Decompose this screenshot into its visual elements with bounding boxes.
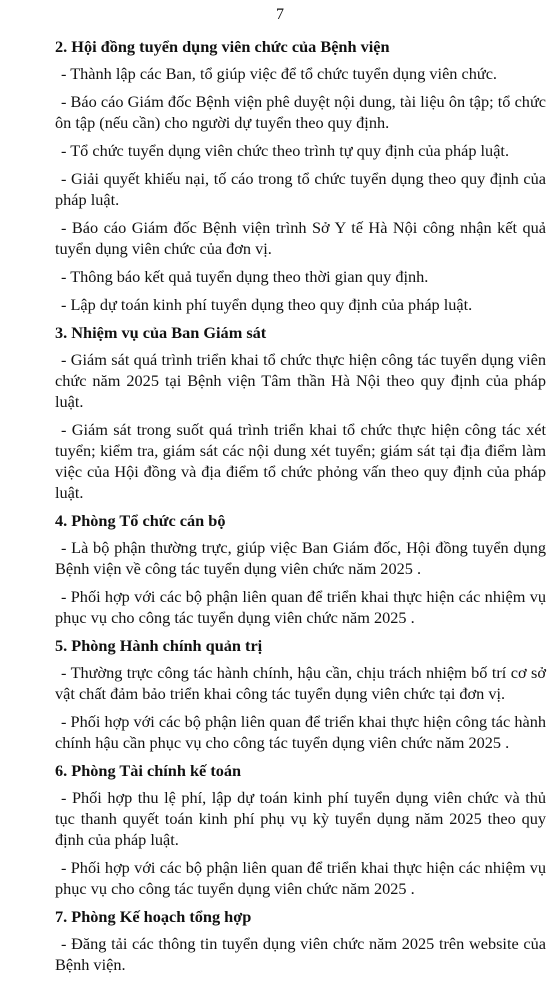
section-7 [55, 906, 546, 975]
section-3 [55, 322, 546, 503]
section-item: - Giải quyết khiếu nại, tố cáo trong tổ chức tuyển dụng theo quy định của pháp luật. [55, 169, 546, 209]
document-body [55, 36, 546, 982]
section-item: - Là bộ phận thường trực, giúp việc Ban Giám đốc, Hội đồng tuyển dụng Bệnh viện về công tác tuyển dụng viên chức năm 2025 . [55, 538, 546, 578]
section-2 [55, 36, 546, 315]
section-item: - Thường trực công tác hành chính, hậu cần, chịu trách nhiệm bố trí cơ sở vật chất đảm bảo triển khai công tác tuyển dụng viên chức tại đơn vị. [55, 663, 546, 703]
section-item: - Thành lập các Ban, tổ giúp việc để tổ chức tuyển dụng viên chức. [61, 64, 498, 83]
section-heading: 7. Phòng Kế hoạch tổng hợp [55, 907, 252, 926]
section-5 [55, 635, 546, 753]
section-item: - Giám sát trong suốt quá trình triển khai tổ chức thực hiện công tác xét tuyển; kiểm tra, giám sát các nội dung xét tuyển; giám sát tại địa điểm làm việc của Hội đồng và địa điểm tổ chức phỏng vấn theo quy định của pháp luật. [55, 420, 546, 502]
section-item: - Thông báo kết quả tuyển dụng theo thời gian quy định. [61, 267, 429, 286]
page-number: 7 [276, 6, 284, 23]
section-item: - Lập dự toán kinh phí tuyển dụng theo quy định của pháp luật. [61, 295, 473, 314]
section-heading: 6. Phòng Tài chính kế toán [55, 761, 242, 780]
section-heading: 2. Hội đồng tuyển dụng viên chức của Bệnh viện [55, 37, 390, 56]
section-heading: 5. Phòng Hành chính quản trị [55, 636, 263, 655]
section-item: - Báo cáo Giám đốc Bệnh viện trình Sở Y tế Hà Nội công nhận kết quả tuyển dụng viên chức của đơn vị. [55, 218, 546, 258]
section-heading: 3. Nhiệm vụ của Ban Giám sát [55, 323, 267, 342]
section-item: - Báo cáo Giám đốc Bệnh viện phê duyệt nội dung, tài liệu ôn tập; tổ chức ôn tập (nếu cần) cho người dự tuyển theo quy định. [55, 92, 546, 132]
section-item: - Phối hợp với các bộ phận liên quan để triển khai thực hiện công tác hành chính hậu cần phục vụ cho công tác tuyển dụng viên chức năm 2025 . [55, 712, 546, 752]
section-item: - Đăng tải các thông tin tuyển dụng viên chức năm 2025 trên website của Bệnh viện. [55, 934, 546, 974]
section-item: - Phối hợp với các bộ phận liên quan để triển khai thực hiện các nhiệm vụ phục vụ cho công tác tuyển dụng viên chức năm 2025 . [55, 858, 546, 898]
section-4 [55, 510, 546, 628]
section-item: - Tổ chức tuyển dụng viên chức theo trình tự quy định của pháp luật. [61, 141, 510, 160]
section-item: - Phối hợp với các bộ phận liên quan để triển khai thực hiện các nhiệm vụ phục vụ cho công tác tuyển dụng viên chức năm 2025 . [55, 587, 546, 627]
section-item: - Phối hợp thu lệ phí, lập dự toán kinh phí tuyển dụng viên chức và thủ tục thanh quyết toán kinh phí phụ vụ kỳ tuyển dụng năm 2025 theo quy định của pháp luật. [55, 788, 546, 849]
section-6 [55, 760, 546, 899]
section-item: - Giám sát quá trình triển khai tổ chức thực hiện công tác tuyển dụng viên chức năm 2025 tại Bệnh viện Tâm thần Hà Nội theo quy định của pháp luật. [55, 350, 546, 411]
section-heading: 4. Phòng Tổ chức cán bộ [55, 511, 226, 530]
